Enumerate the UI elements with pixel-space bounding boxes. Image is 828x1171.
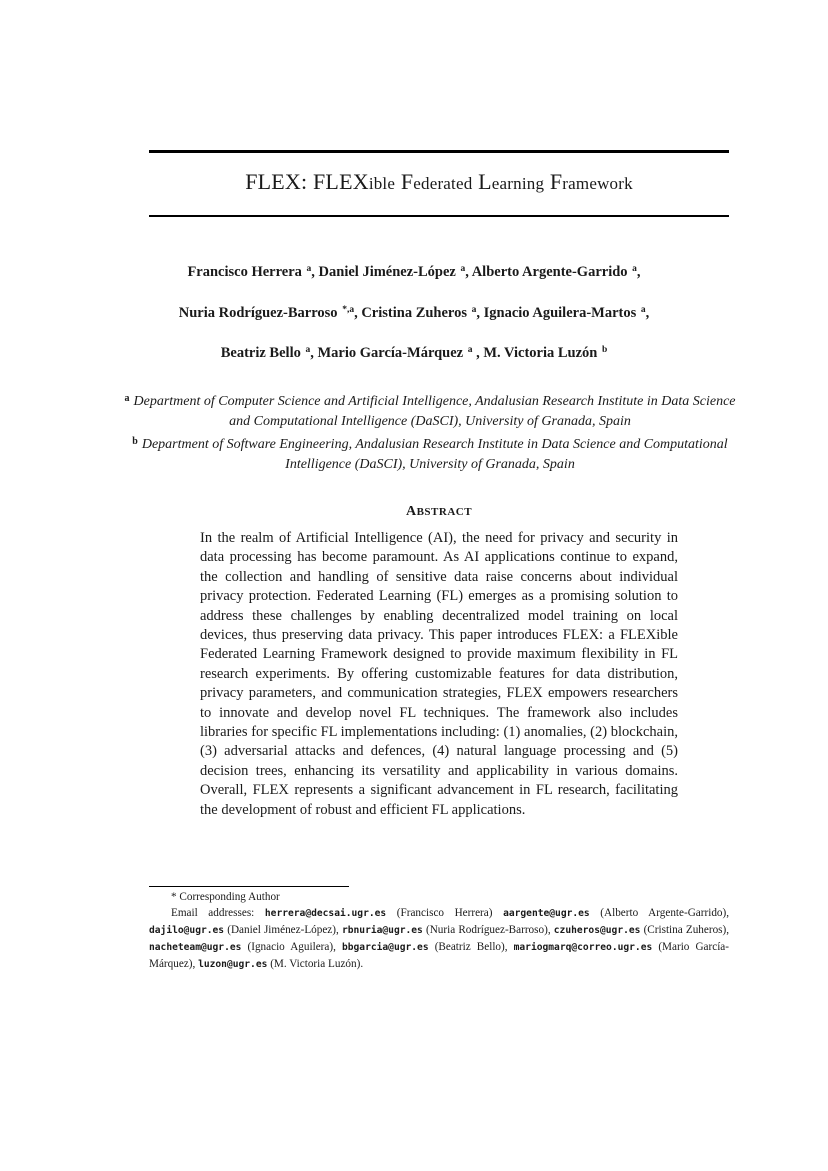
author-line-1: Francisco Herrera $^a$, Daniel Jiménez-López $^a$, Alberto Argente-Garrido $^a$, [187, 264, 641, 280]
affiliation-mark: a [124, 393, 130, 404]
author-name: Francisco Herrera [187, 264, 302, 280]
author-affil-mark: a [306, 264, 312, 274]
author-name: Ignacio Aguilera-Martos [483, 305, 637, 321]
author-affil-mark: a [632, 264, 637, 274]
email-link[interactable]: nacheteam@ugr.es [149, 942, 242, 953]
footnote-rule [149, 886, 349, 887]
author-affil-mark: a [640, 305, 646, 315]
author-affil-mark: a [305, 345, 311, 355]
author-affil-mark: b [601, 345, 608, 355]
author-line-3: Beatriz Bello $^a$, Mario García-Márquez $^a$ , M. Victoria Luzón $^b$ [220, 345, 608, 361]
email-link[interactable]: bbgarcia@ugr.es [341, 942, 429, 953]
email-addresses: Email addresses: herrera@decsai.ugr.es (Francisco Herrera) aargente@ugr.es (Alberto Argente-Garrido), dajilo@ugr.es (Daniel Jiménez-López), rbnuria@ugr.es (Nuria Rodríguez-Barroso), czuheros@ugr.es (Cristina Zuheros), nacheteam@ugr.es (Ignacio Aguilera), bbgarcia@ugr.es (Beatriz Bello), mariogmarq@correo.ugr.es (Mario García-Márquez), luzon@ugr.es (M. Victoria Luzón). [149, 907, 730, 970]
affiliation-mark: b [132, 436, 138, 447]
email-link[interactable]: aargente@ugr.es [503, 908, 590, 919]
email-link[interactable]: czuheros@ugr.es [553, 925, 641, 936]
abstract-body: In the realm of Artificial Intelligence (AI), the need for privacy and security in data processing has become paramount. As AI applications continue to expand, the collection and handling of sensitive data raise concerns about individual privacy protection. Federated Learning (FL) emerges as a promising solution to address these challenges by enabling decentralized model training on local devices, thus preserving data privacy. This paper introduces FLEX: a FLEXible Federated Learning Framework designed to provide maximum flexibility in FL research experiments. By offering customizable features for data distribution, privacy parameters, and communication strategies, FLEX empowers researchers to innovate and develop novel FL techniques. The framework also includes libraries for specific FL implementations including: (1) anomalies, (2) blockchain, (3) adversarial attacks and defences, (4) natural language processing and (5) decision trees, enhancing its versatility and applicability in various domains. Overall, FLEX represents a significant advancement in FL research, facilitating the development of robust and efficient FL applications. [200, 530, 678, 818]
email-link[interactable]: herrera@decsai.ugr.es [264, 908, 387, 919]
affiliation-a: $^a$ Department of Computer Science and Artificial Intelligence, Andalusian Research Institute in Data Science and Computational Intelligence (DaSCI), University of Granada, Spain [124, 393, 736, 429]
author-name: Alberto Argente-Garrido [471, 264, 628, 280]
affiliations [115, 389, 745, 475]
email-link[interactable]: dajilo@ugr.es [149, 925, 225, 936]
email-link[interactable]: rbnuria@ugr.es [341, 925, 423, 936]
title-top-rule [149, 150, 729, 153]
author-name: Daniel Jiménez-López [318, 264, 456, 280]
author-name: Cristina Zuheros [361, 305, 467, 321]
author-affil-mark: a [467, 345, 473, 355]
title-bottom-rule [149, 215, 729, 217]
author-line-2: Nuria Rodríguez-Barroso $^{*,a}$, Cristina Zuheros $^a$, Ignacio Aguilera-Martos $^a$, [178, 305, 650, 321]
affiliation-b: $^b$ Department of Software Engineering, Andalusian Research Institute in Data Science and Computational Intelligence (DaSCI), University of Granada, Spain [132, 436, 728, 472]
paper-title: FLEX: FLEXible Federated Learning Framework [245, 169, 633, 194]
email-link[interactable]: luzon@ugr.es [198, 959, 268, 970]
author-name: Beatriz Bello [220, 345, 301, 361]
author-name: Mario García-Márquez [317, 345, 464, 361]
author-name: M. Victoria Luzón [483, 345, 598, 361]
author-affil-mark: a [471, 305, 477, 315]
author-name: Nuria Rodríguez-Barroso [178, 305, 338, 321]
author-affil-mark: *,a [342, 305, 355, 315]
email-link[interactable]: mariogmarq@correo.ugr.es [513, 942, 653, 953]
corresponding-author-note: * Corresponding Author [171, 891, 280, 903]
author-affil-mark: a [460, 264, 466, 274]
footnote [149, 889, 729, 973]
abstract-heading: ABSTRACT [405, 504, 473, 519]
